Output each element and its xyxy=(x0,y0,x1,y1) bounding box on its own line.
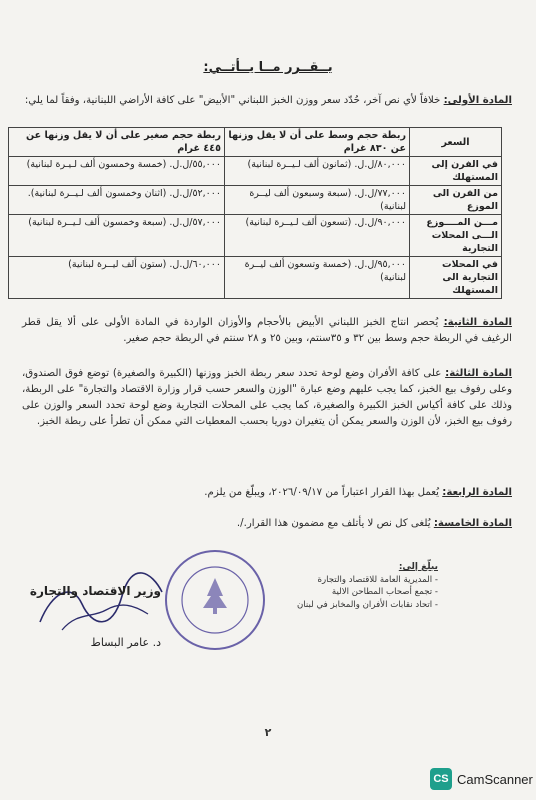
table-cell: ٥٥,٠٠٠/ل.ل. (خمسة وخمسون ألف لـيـرة لبنانية) xyxy=(9,157,225,186)
article-3 xyxy=(22,366,512,430)
minister-name: د. عامر البساط xyxy=(90,636,161,649)
camscanner-logo-icon: CS xyxy=(430,768,452,790)
table-header: السعر xyxy=(410,128,502,157)
recipient-text: اتحاد نقابات الأفران والمخابز في لبنان xyxy=(297,599,433,610)
recipient-text: المديرية العامة للاقتصاد والتجارة xyxy=(317,574,433,585)
camscanner-watermark xyxy=(430,766,533,792)
minister-title: وزير الاقتصاد والتجارة xyxy=(29,584,161,598)
article-4 xyxy=(22,485,512,501)
table-row xyxy=(9,215,502,257)
ministry-stamp xyxy=(163,548,267,652)
camscanner-text: CamScanner xyxy=(457,771,533,787)
article-3-label: المادة الثالثة: xyxy=(445,368,512,379)
table-cell: ٩٥,٠٠٠/ل.ل. (خمسة وتسعون ألف ليــرة لبنانية) xyxy=(225,257,410,299)
table-header: ربطة حجم صغير على أن لا يقل وزنها عن ٤٤٥ غرام xyxy=(9,128,225,157)
article-5-text: يُلغى كل نص لا يأتلف مع مضمون هذا القرار./. xyxy=(236,518,431,529)
article-3-text: على كافة الأفران وضع لوحة تحدد سعر ربطة الخبز ووزنها (الكبيرة والصغيرة) توضع فوق الصندوق، وعلى رفوف بيع الخبز، كما يجب عليهم وضع عبارة "الوزن والسعر حسب قرار وزارة الاقتصاد والتجارة" على الربطة، وذلك على كافة أكياس الخبز الكبيرة والصغيرة، كما يجب على المحلات التجارية وضع لوحة تحدد السعر والوزن على رفوف بيع الخبز، لأن الوزن والسعر يمكن أن يتغيران دوريا بحسب المعطيات التي ممكن أن تطرأ على ربطة الخبز. xyxy=(22,368,512,427)
recipient-item: - اتحاد نقابات الأفران والمخابز في لبنان xyxy=(297,599,438,610)
table-cell: مـــن المــــوزع الـــى المحلات التجارية xyxy=(410,215,502,257)
article-4-text: يُعمل بهذا القرار اعتباراً من ٢٠٢٦/٠٩/١٧، ويبلّغ من يلزم. xyxy=(204,487,439,498)
cedar-icon xyxy=(203,578,227,608)
article-1 xyxy=(22,93,512,109)
article-2-label: المادة الثانية: xyxy=(443,317,512,328)
table-cell: ٥٢,٠٠٠/ل.ل. (اثنان وخمسون ألف لـيــرة لبنانية). xyxy=(9,186,225,215)
article-1-text: خلافاً لأي نص آخر، حُدّد سعر ووزن الخبز اللبناني "الأبيض" على كافة الأراضي اللبنانية، وفقاً لما يلي: xyxy=(24,95,441,106)
table-cell: من الفرن الى الموزع xyxy=(410,186,502,215)
table-cell: ٩٠,٠٠٠/ل.ل. (تسعون ألف لـيــرة لبنانية) xyxy=(225,215,410,257)
table-header: ربطة حجم وسط على أن لا يقل وزنها عن ٨٣٠ غرام xyxy=(225,128,410,157)
article-5 xyxy=(22,516,512,532)
table-header-row xyxy=(9,128,502,157)
recipients-title: يبلّغ إلى: xyxy=(398,562,438,572)
table-row xyxy=(9,257,502,299)
article-1-label: المادة الأولى: xyxy=(443,95,512,106)
article-4-label: المادة الرابعة: xyxy=(442,487,512,498)
table-cell: ٨٠,٠٠٠/ل.ل. (ثمانون ألف لـيــرة لبنانية) xyxy=(225,157,410,186)
recipient-item: - تجمع أصحاب المطاحن الالية xyxy=(331,587,438,598)
page-number: ٢ xyxy=(264,726,272,739)
article-5-label: المادة الخامسة: xyxy=(433,518,512,529)
article-2 xyxy=(22,315,512,347)
recipients-list xyxy=(258,561,438,611)
price-table xyxy=(8,127,502,299)
table-row xyxy=(9,157,502,186)
article-2-text: يُحصر انتاج الخبز اللبناني الأبيض بالأحجام والأوزان الواردة في المادة الأولى على ألا يقل قطر الرغيف في الربطة حجم وسط بين ٣٢ و ٣٥سنتم، وبين ٢٥ و ٢٨ سنتم في الربطة حجم صغير. xyxy=(22,317,512,344)
recipient-item: - المديرية العامة للاقتصاد والتجارة xyxy=(317,574,438,585)
table-cell: ٧٧,٠٠٠/ل.ل. (سبعة وسبعون ألف ليــرة لبنانية) xyxy=(225,186,410,215)
table-cell: في المحلات التجارية الى المستهلك xyxy=(410,257,502,299)
minister-signature-block xyxy=(30,565,161,669)
table-cell: ٦٠,٠٠٠/ل.ل. (ستون ألف ليــرة لبنانية) xyxy=(9,257,225,299)
table-cell: في الفرن إلى المستهلك xyxy=(410,157,502,186)
decision-heading: يــقــرر مــا يــأتــي: xyxy=(203,60,333,75)
table-cell: ٥٧,٠٠٠/ل.ل. (سبعة وخمسون ألف لـيــرة لبنانية) xyxy=(9,215,225,257)
recipient-text: تجمع أصحاب المطاحن الالية xyxy=(331,587,433,598)
table-row xyxy=(9,186,502,215)
